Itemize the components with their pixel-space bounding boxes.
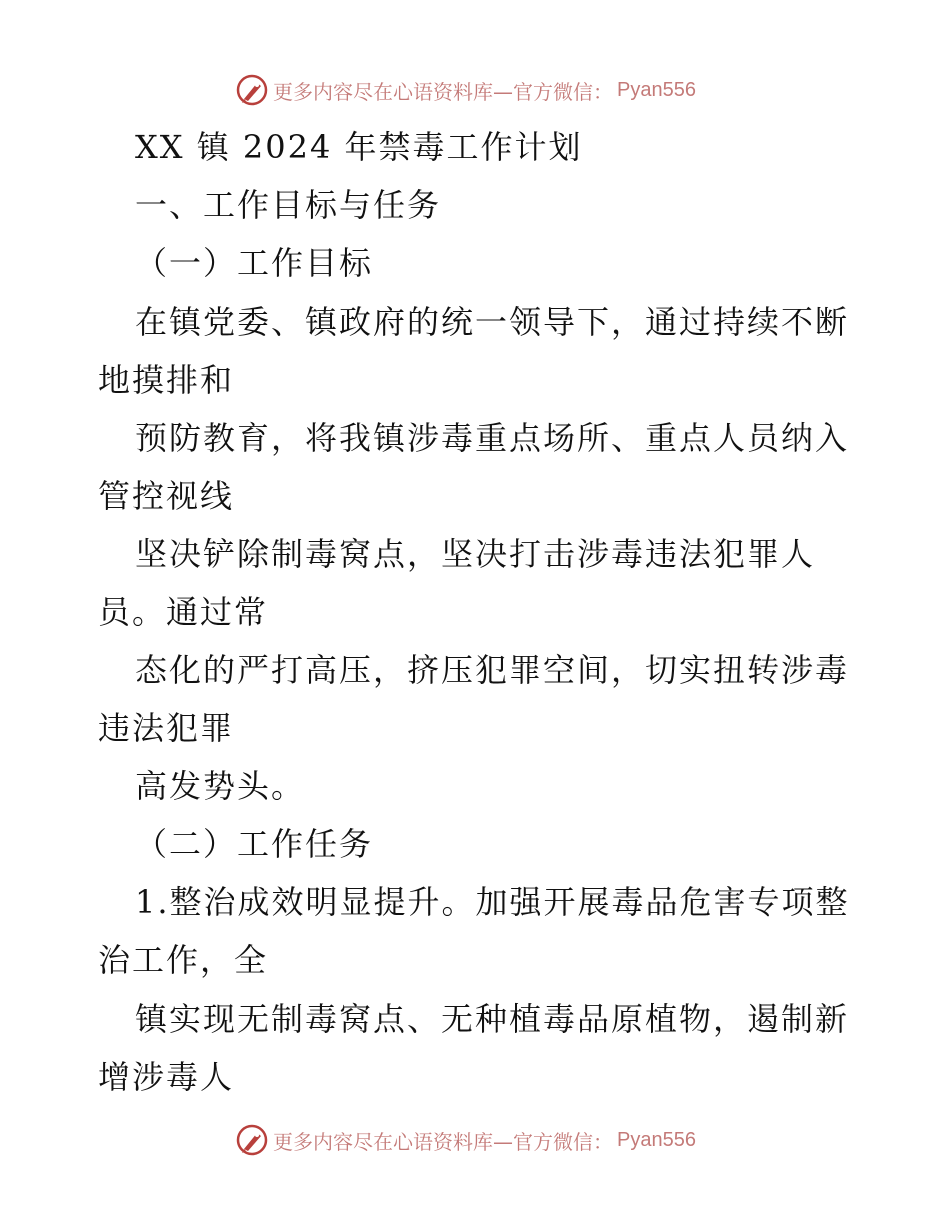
paragraph-line: 预防教育，将我镇涉毒重点场所、重点人员纳入 <box>135 419 850 457</box>
paragraph-line: 违法犯罪 <box>98 709 235 747</box>
section-heading: 一、工作目标与任务 <box>135 186 442 224</box>
paragraph-line: 态化的严打高压，挤压犯罪空间，切实扭转涉毒 <box>135 651 850 689</box>
watermark-id: Pyan556 <box>617 78 696 101</box>
watermark-id: Pyan556 <box>617 1128 696 1151</box>
pen-logo-icon <box>235 73 269 107</box>
paragraph-line: 高发势头。 <box>135 767 306 805</box>
header-watermark <box>235 72 696 108</box>
paragraph-line: 治工作，全 <box>98 941 269 979</box>
subsection-heading: （一）工作目标 <box>135 244 374 282</box>
watermark-text: 更多内容尽在心语资料库—官方微信： <box>273 79 613 104</box>
paragraph-line: 在镇党委、镇政府的统一领导下，通过持续不断 <box>135 303 850 341</box>
paragraph-line: 1.整治成效明显提升。加强开展毒品危害专项整 <box>135 883 850 921</box>
document-title: XX 镇 2024 年禁毒工作计划 <box>135 128 583 166</box>
paragraph-line: 镇实现无制毒窝点、无种植毒品原植物，遏制新 <box>135 1000 850 1038</box>
paragraph-line: 员。通过常 <box>98 593 269 631</box>
paragraph-line: 增涉毒人 <box>98 1058 235 1096</box>
footer-watermark <box>235 1122 696 1158</box>
paragraph-line: 坚决铲除制毒窝点，坚决打击涉毒违法犯罪人 <box>135 535 816 573</box>
pen-logo-icon <box>235 1123 269 1157</box>
watermark-text: 更多内容尽在心语资料库—官方微信： <box>273 1129 613 1154</box>
paragraph-line: 管控视线 <box>98 477 235 515</box>
subsection-heading: （二）工作任务 <box>135 825 374 863</box>
paragraph-line: 地摸排和 <box>98 361 235 399</box>
